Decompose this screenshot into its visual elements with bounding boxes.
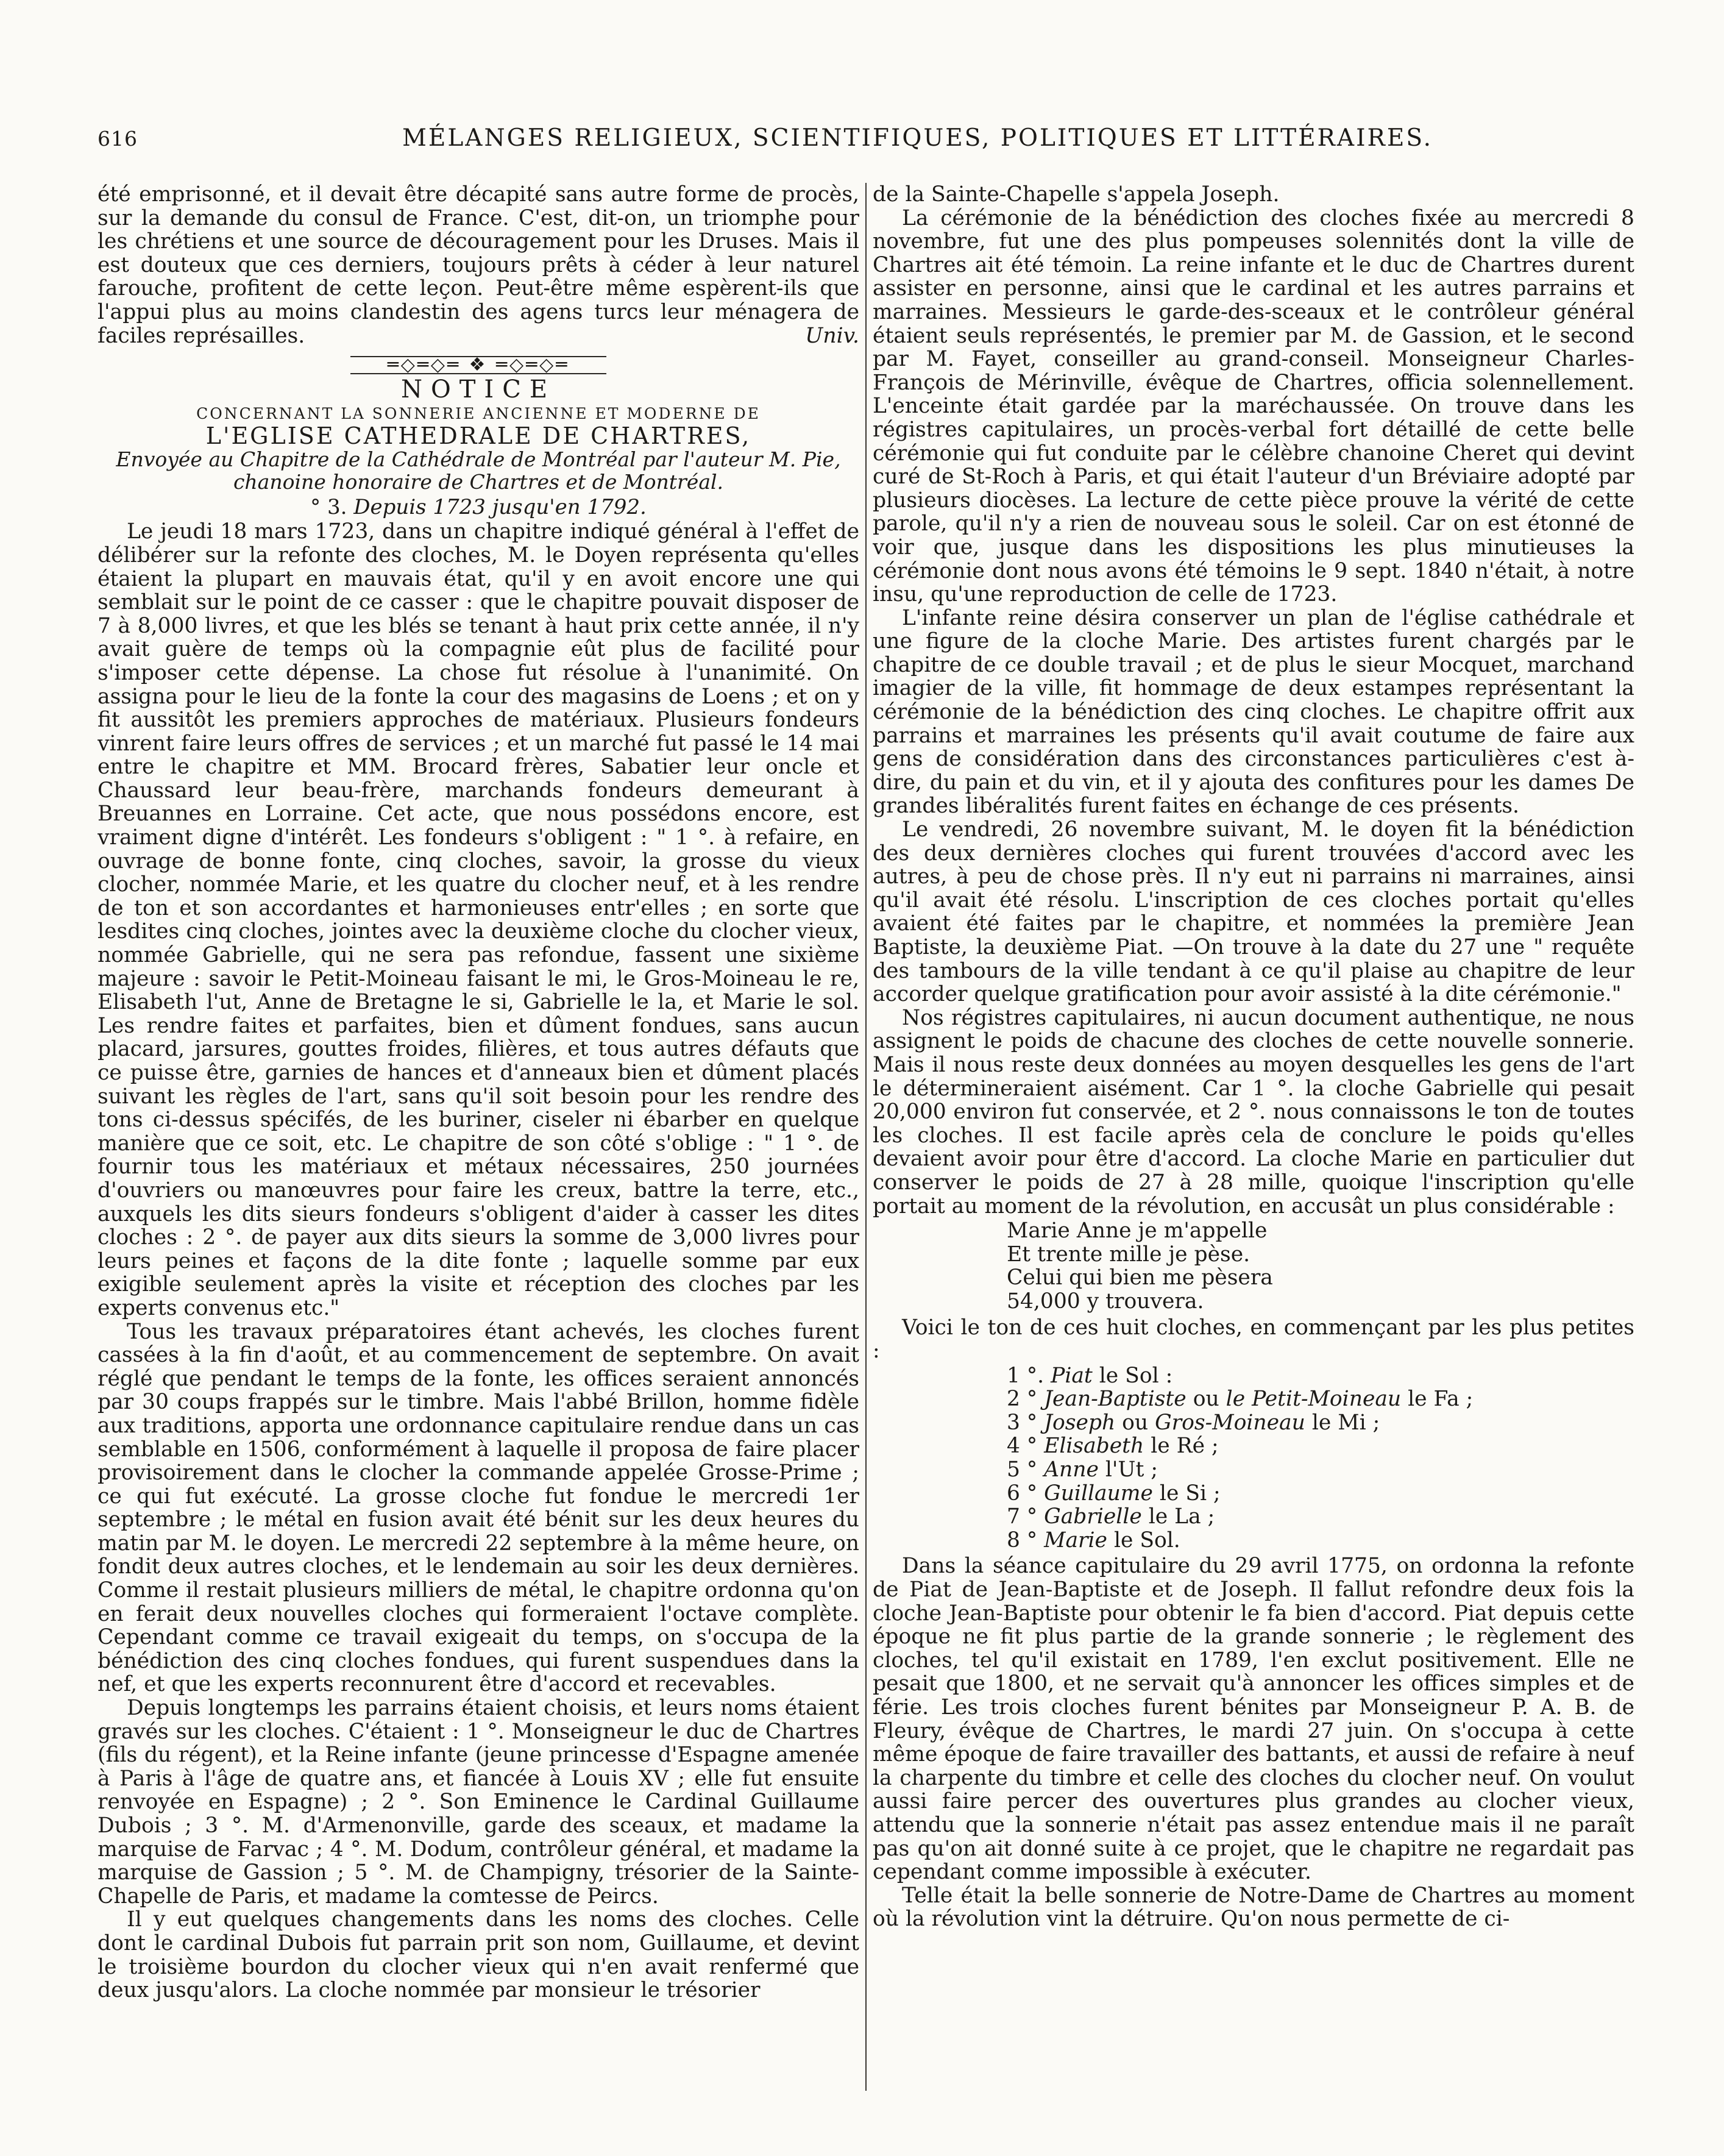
right-column — [873, 183, 1634, 2115]
bell-name: Guillaume — [1044, 1481, 1153, 1506]
bell-note: le Mi ; — [1305, 1410, 1380, 1435]
paragraph: La cérémonie de la bénédiction des cloches fixée au mercredi 8 novembre, fut une des plus pompeuses solennités dont la ville de Chartres ait été témoin. La reine infante et le duc de Chartres durent assister en personne, ainsi que le cardinal et les autres parrains et marraines. Messieurs le garde-des-sceaux et le contrôleur général étaient seuls représentés, le premier par M. de Gassion, et le second par M. Fayet, conseiller au grand-conseil. Monseigneur Charles-François de Mérinville, évêque de Chartres, officia solennellement. L'enceinte était gardée par la maréchaussée. On trouve dans les régistres capitulaires, un procès-verbal fort détaillé de cette belle cérémonie qui fut conduite par le célèbre chanoine Cheret qui devint curé de St-Roch à Paris, et qui était l'auteur d'un Bréviaire adopté par plusieurs diocèses. La lecture de cette pièce prouve la vérité de cette parole, qu'il n'y a rien de nouveau sous le soleil. Car on est étonné de voir que, jusque dans les dispositions les plus minutieuses la cérémonie dont nous avons été témoins le 9 sept. 1840 n'était, à notre insu, qu'une reproduction de celle de 1723. — [873, 205, 1634, 607]
page-number: 616 — [98, 127, 138, 151]
bell-item: 3 ° Joseph ou Gros-Moineau le Mi ; — [1007, 1410, 1380, 1435]
page-header — [98, 122, 1645, 158]
inscription-poem — [1007, 1219, 1634, 1313]
bell-number: 7 ° — [1007, 1504, 1045, 1529]
bell-item — [1007, 1482, 1634, 1506]
left-column — [98, 183, 859, 2115]
notice-title: NOTICE — [400, 375, 556, 404]
paragraph: Il y eut quelques changements dans les noms des cloches. Celle dont le cardinal Dubois fut parrain prit son nom, Guillaume, et devint le troisième bourdon du clocher vieux qui n'en avait renfermé que deux jusqu'alors. La cloche nommée par monsieur le trésorier — [98, 1907, 859, 2003]
bell-note: le Si ; — [1152, 1481, 1221, 1506]
paragraph: Nos régistres capitulaires, ni aucun document authentique, ne nous assignent le poids de chacune des cloches de cette nouvelle sonnerie. Mais il nous reste deux données au moyen desquelles les gens de l'art le détermineraient aisément. Car 1 °. la cloche Gabrielle qui pesait 20,000 environ fut conservée, et 2 °. nous connaissons le ton de toutes les cloches. Il est facile après cela de conclure le poids qu'elles devaient avoir pour être d'accord. La cloche Marie en particulier dut conserver le poids de 27 à 28 mille, quoique l'inscription qu'elle portait au moment de la révolution, en accusât un plus considérable : — [873, 1005, 1634, 1219]
bell-number: 4 ° — [1007, 1434, 1045, 1459]
bell-number: 3 ° — [1007, 1410, 1045, 1435]
paragraph: Le vendredi, 26 novembre suivant, M. le doyen fit la bénédiction des deux dernières cloches qui furent trouvées d'accord avec les autres, à peu de chose près. Il n'y eut ni parrains ni marraines, ainsi qu'il avait été résolu. L'inscription de ces cloches portait qu'elles avaient été faites par le chapitre, et nommées la première Jean Baptiste, la deuxième Piat. —On trouve à la date du 27 une " requête des tambours de la ville tendant à ce qu'il plaise au chapitre de leur accorder quelque gratification pour avoir assisté à la dite cérémonie." — [873, 817, 1634, 1007]
bell-alt-name: Gros-Moineau — [1155, 1410, 1305, 1435]
bell-item: 2 ° Jean-Baptiste ou le Petit-Moineau le Fa ; — [1007, 1387, 1474, 1412]
section-dates: Depuis 1723 jusqu'en 1792. — [353, 494, 647, 519]
paragraph: Le jeudi 18 mars 1723, dans un chapitre indiqué général à l'effet de délibérer sur la refonte des cloches, M. le Doyen représenta qu'elles étaient la plupart en mauvais état, qu'il y en avoit encore une qui semblait sur le point de ce casser : que le chapitre pouvait disposer de 7 à 8,000 livres, et que les blés se tenant à haut prix cette année, il n'y avait guère de temps où la compagnie eût plus de facilité pour s'imposer cette dépense. La chose fut résolue à l'unanimité. On assigna pour le lieu de la fonte la cour des magasins de Loens ; et on y fit aussitôt les premiers approches de matériaux. Plusieurs fondeurs vinrent faire leurs offres de services ; et un marché fut passé le 14 mai entre le chapitre et MM. Brocard frères, Sabatier leur oncle et Chaussard leur beau-frère, marchands fondeurs demeurant à Breuannes en Lorraine. Cet acte, que nous possédons encore, est vraiment digne d'intérêt. Les fondeurs s'obligent : " 1 °. à refaire, en ouvrage de bonne fonte, cinq cloches, savoir, la grosse du vieux clocher, nommée Marie, et les quatre du clocher neuf, et à les rendre de ton et son accordantes et harmonieuses entr'elles ; en sorte que lesdites cinq cloches, jointes avec la deuxième cloche du clocher vieux, nommée Gabrielle, qui ne sera pas refondue, fassent une sixième majeure : savoir le Petit-Moineau faisant le mi, le Gros-Moineau le re, Elisabeth l'ut, Anne de Bretagne le si, Gabrielle le la, et Marie le sol. Les rendre faites et parfaites, bien et dûment fondues, sans aucun placard, jarsures, gouttes froides, filières, et tous autres défauts que ce puisse être, garnies de hances et d'anneaux bien et dûment placés suivant les règles de l'art, sans qu'il soit besoin pour les rendre des tons ci-dessus spécifés, de les buriner, ciseler ni ébarber en quelque manière que ce soit, etc. Le chapitre de son côté s'oblige : " 1 °. de fournir tous les matériaux et métaux nécessaires, 250 journées d'ouvriers ou manœuvres pour faire les creux, battre la terre, etc., auxquels les dits sieurs fondeurs s'obligent d'aider à casser les dites cloches : 2 °. de payer aux dits sieurs la somme de 3,000 livres pour leurs peines et façons de la dite fonte ; laquelle somme par eux exigible seulement après la visite et réception des cloches par les experts convenus etc." — [98, 519, 859, 1320]
bells-list — [1007, 1364, 1634, 1553]
notice-subtitle-2: L'EGLISE CATHEDRALE DE CHARTRES, — [205, 422, 751, 449]
notice-subtitle-1: CONCERNANT LA SONNERIE ANCIENNE ET MODERNE DE — [196, 404, 761, 422]
bell-item — [1007, 1364, 1634, 1388]
poem-line: Marie Anne je m'appelle — [1007, 1219, 1268, 1243]
paragraph: de la Sainte-Chapelle s'appela Joseph. — [873, 183, 1280, 207]
bell-item — [1007, 1434, 1634, 1458]
paragraph: L'infante reine désira conserver un plan de l'église cathédrale et une figure de la cloche Marie. Des artistes furent chargés par le chapitre de ce double travail ; et de plus le sieur Mocquet, marchand imagier de la ville, fit hommage de deux estampes représentant la cérémonie de la bénédiction des cinq cloches. Le chapitre offrit aux parrains et marraines les présents qu'il avait coutume de faire aux gens de considération dans des circonstances particulières c'est à-dire, du pain et du vin, et il y ajouta des confitures pour les dames De grandes libéralités furent faites en échange de ces présents. — [873, 605, 1634, 819]
bell-name: Jean-Baptiste — [1044, 1387, 1187, 1412]
column-rule — [865, 183, 867, 2091]
bell-note: le Fa ; — [1401, 1387, 1474, 1412]
bell-number: 5 ° — [1007, 1457, 1045, 1482]
bell-item — [1007, 1529, 1634, 1553]
bell-note: le La ; — [1141, 1504, 1215, 1529]
bell-number: 8 ° — [1007, 1528, 1045, 1553]
section-number: ° 3. — [310, 494, 347, 519]
bell-name: Elisabeth — [1044, 1434, 1144, 1459]
intro-paragraph: été emprisonné, et il devait être décapité sans autre forme de procès, sur la demande du consul de France. C'est, dit-on, un triomphe pour les chrétiens et une source de découragement pour les Druses. Mais il est douteux que ces derniers, toujours prêts à céder à leur naturel farouche, profitent de cette leçon. Peut-être même espèrent-ils que l'appui plus au moins clandestin des agens turcs leur ménagera de faciles représailles. Univ. — [98, 183, 859, 348]
paragraph: Telle était la belle sonnerie de Notre-Dame de Chartres au moment où la révolution vint la détruire. Qu'on nous permette de ci- — [873, 1883, 1634, 1932]
bell-note: le Ré ; — [1144, 1434, 1219, 1459]
bell-item — [1007, 1505, 1634, 1529]
notice-subtitle-3: Envoyée au Chapitre de la Cathédrale de Montréal par l'auteur M. Pie, chanoine honoraire de Chartres et de Montréal. — [116, 447, 841, 494]
bell-number: 2 ° — [1007, 1387, 1045, 1412]
bell-alt-name: le Petit-Moineau — [1226, 1387, 1402, 1412]
bell-note: le Sol. — [1107, 1528, 1180, 1553]
running-title: MÉLANGES RELIGIEUX, SCIENTIFIQUES, POLITIQUES ET LITTÉRAIRES. — [402, 124, 1433, 152]
poem-line: Celui qui bien me pèsera — [1007, 1265, 1273, 1290]
bell-name: Joseph — [1044, 1410, 1116, 1435]
paragraph: Dans la séance capitulaire du 29 avril 1775, on ordonna la refonte de Piat de Jean-Baptiste et de Joseph. Il fallut refondre deux fois la cloche Jean-Baptiste pour obtenir le fa bien d'accord. Piat depuis cette époque ne fit plus partie de la grande sonnerie ; le règlement des cloches, tel qu'il existait en 1789, l'en exclut positivement. Elle ne pesait que 1800, et ne servait qu'à annoncer les offices simples et de férie. Les trois cloches furent bénites par Monseigneur P. A. B. de Fleury, évêque de Chartres, le mardi 27 juin. On s'occupa à cette même époque de faire travailler des battants, et aussi de refaire à neuf la charpente du timbre et celle des cloches du clocher neuf. On voulut aussi faire percer des ouvertures plus grandes au clocher vieux, attendu que la sonnerie n'était pas assez entendue mais il ne paraît pas qu'on ait donné suite à ce projet, que le chapitre ne regardait pas cependant comme impossible à exécuter. — [873, 1554, 1634, 1885]
bell-name: Anne — [1044, 1457, 1099, 1482]
poem-line: Et trente mille je pèse. — [1007, 1242, 1250, 1267]
poem-line: 54,000 y trouvera. — [1007, 1289, 1204, 1314]
ornament-divider: ═◇═◇═ ❖ ═◇═◇═ — [350, 356, 606, 374]
bell-name: Marie — [1044, 1528, 1107, 1553]
paragraph: Depuis longtemps les parrains étaient choisis, et leurs noms étaient gravés sur les cloches. C'étaient : 1 °. Monseigneur le duc de Chartres (fils du régent), et la Reine infante (jeune princesse d'Espagne amenée à Paris à l'âge de quatre ans, et fiancée à Louis XV ; elle fut ensuite renvoyée en Espagne) ; 2 °. Son Eminence le Cardinal Guillaume Dubois ; 3 °. M. d'Armenonville, garde des sceaux, et madame la marquise de Farvac ; 4 °. M. Dodum, contrôleur général, et madame la marquise de Gassion ; 5 °. M. de Champigny, trésorier de la Sainte-Chapelle de Paris, et madame la comtesse de Peircs. — [98, 1696, 859, 1909]
bell-note: l'Ut ; — [1098, 1457, 1158, 1482]
bells-intro: Voici le ton de ces huit cloches, en commençant par les plus petites : — [873, 1315, 1634, 1364]
bell-item — [1007, 1458, 1634, 1482]
section-heading — [98, 496, 859, 519]
bell-name: Piat — [1051, 1363, 1093, 1388]
bell-number: 1 °. — [1007, 1363, 1051, 1388]
bell-note: le Sol : — [1092, 1363, 1173, 1388]
bell-number: 6 ° — [1007, 1481, 1045, 1506]
intro-signature: Univ. — [805, 323, 859, 348]
bell-name: Gabrielle — [1044, 1504, 1142, 1529]
paragraph: Tous les travaux préparatoires étant achevés, les cloches furent cassées à la fin d'août, et au commencement de septembre. On avait réglé que pendant le temps de la fonte, les offices seraient annoncés par 30 coups frappés sur le timbre. Mais l'abbé Brillon, homme fidèle aux traditions, apporta une ordonnance capitulaire rendue dans un cas semblable en 1506, conformément à laquelle il proposa de faire placer provisoirement dans le clocher la commande appelée Grosse-Prime ; ce qui fut exécuté. La grosse cloche fut fondue le mercredi 1er septembre ; le métal en fusion avait été bénit sur les deux heures du matin par M. le doyen. Le mercredi 22 septembre à la même heure, on fondit deux autres cloches, et le lendemain au soir les deux dernières. Comme il restait plusieurs milliers de métal, le chapitre ordonna qu'on en ferait deux nouvelles cloches qui formeraient l'octave complète. Cependant comme ce travail exigeait du temps, on s'occupa de la bénédiction des cinq cloches fondues, qui furent suspendues dans la nef, et que les experts reconnurent être d'accord et recevables. — [98, 1319, 859, 1697]
